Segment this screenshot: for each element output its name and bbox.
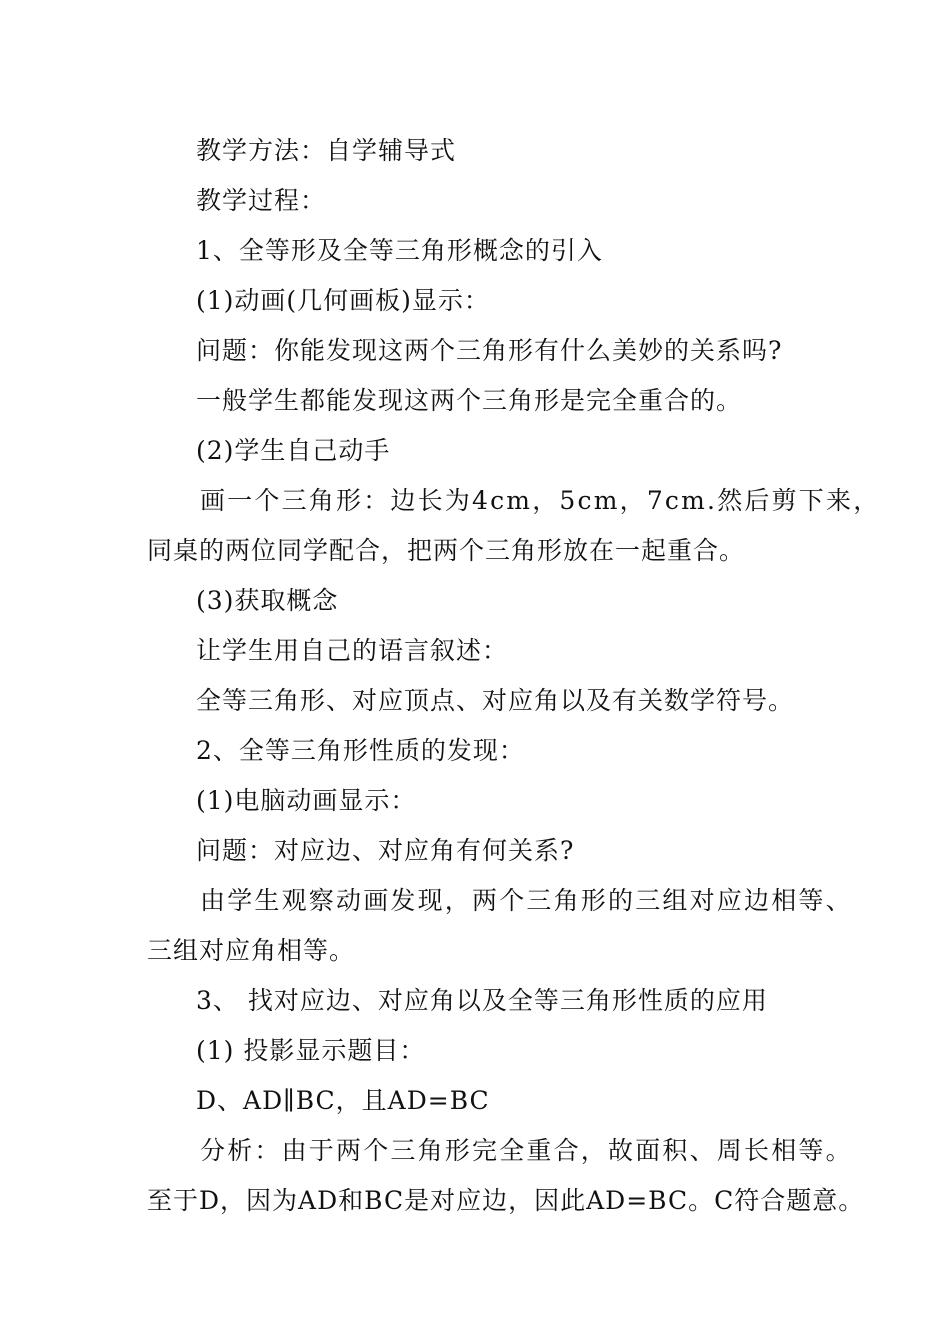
step-obtain-concept: (3)获取概念 — [196, 586, 339, 615]
question-correspondence: 问题：对应边、对应角有何关系? — [196, 836, 575, 865]
draw-triangle-instruction: 画一个三角形：边长为4cm，5cm，7cm.然后剪下来， — [200, 486, 881, 515]
question-relationship: 问题：你能发现这两个三角形有什么美妙的关系吗? — [196, 336, 783, 365]
step-projection: (1) 投影显示题目： — [196, 1036, 426, 1065]
students-describe: 让学生用自己的语言叙述： — [196, 636, 509, 665]
analysis-line: 分析：由于两个三角形完全重合，故面积、周长相等。 — [200, 1136, 853, 1165]
students-observation: 一般学生都能发现这两个三角形是完全重合的。 — [196, 386, 743, 415]
analysis-continuation: 至于D，因为AD和BC是对应边，因此AD=BC。C符合题意。 — [147, 1186, 865, 1215]
teaching-method-line: 教学方法：自学辅导式 — [196, 136, 457, 165]
draw-triangle-continuation: 同桌的两位同学配合，把两个三角形放在一起重合。 — [147, 536, 746, 565]
section-1-heading: 1、全等形及全等三角形概念的引入 — [196, 236, 603, 265]
option-d: D、AD∥BC，且AD=BC — [196, 1086, 490, 1115]
concept-terms: 全等三角形、对应顶点、对应角以及有关数学符号。 — [196, 686, 795, 715]
step-animation-display: (1)动画(几何画板)显示： — [196, 286, 490, 315]
step-computer-animation: (1)电脑动画显示： — [196, 786, 417, 815]
observation-finding: 由学生观察动画发现，两个三角形的三组对应边相等、 — [200, 886, 853, 915]
step-hands-on: (2)学生自己动手 — [196, 436, 391, 465]
observation-continuation: 三组对应角相等。 — [147, 936, 356, 965]
teaching-process-heading: 教学过程： — [196, 186, 327, 215]
section-3-heading: 3、 找对应边、对应角以及全等三角形性质的应用 — [196, 986, 768, 1015]
section-2-heading: 2、全等三角形性质的发现： — [196, 736, 525, 765]
